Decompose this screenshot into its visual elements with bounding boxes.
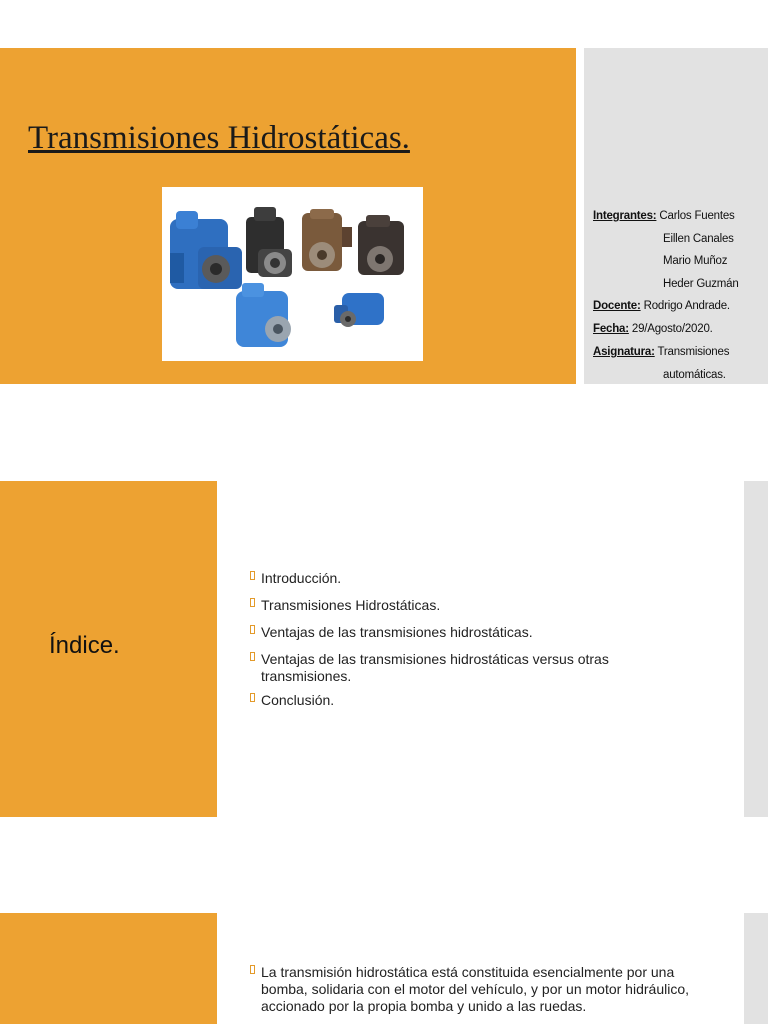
dark-pump-right: [358, 215, 404, 275]
member-name: Heder Guzmán: [663, 278, 739, 290]
fecha-value: 29/Agosto/2020.: [631, 323, 713, 335]
bullet-icon: [250, 598, 255, 607]
blue-pump-bottom: [236, 283, 291, 347]
fecha-label: Fecha:: [593, 323, 629, 335]
content-list: [250, 964, 695, 1026]
content-slide-side-panel: [744, 913, 768, 1024]
member-name: Carlos Fuentes: [659, 210, 735, 222]
list-item: [250, 570, 690, 587]
asignatura-value-continued: automáticas.: [663, 369, 726, 381]
list-item-text: La transmisión hidrostática está constituida esencialmente por una bomba, solidaria con el motor del vehículo, y por un motor hidráulico, accionado por la propia bomba y unido a las ruedas.: [261, 964, 689, 1014]
hydraulic-pumps-photo: [162, 187, 423, 361]
asignatura-label: Asignatura:: [593, 346, 655, 358]
member-name: Eillen Canales: [663, 233, 734, 245]
integrantes-label: Integrantes:: [593, 210, 657, 222]
list-item-text: Ventajas de las transmisiones hidrostáticas.: [261, 624, 533, 640]
asignatura-row: [593, 346, 729, 358]
docente-row: [593, 300, 730, 312]
content-slide-panel: [0, 913, 217, 1024]
list-item: [250, 692, 690, 709]
bullet-icon: [250, 652, 255, 661]
fecha-row: [593, 323, 713, 335]
list-item: [250, 624, 690, 641]
presentation-title: Transmisiones Hidrostáticas.: [28, 120, 410, 156]
list-item: [250, 651, 690, 684]
bullet-icon: [250, 693, 255, 702]
list-item-text: Conclusión.: [261, 692, 335, 708]
bullet-icon: [250, 571, 255, 580]
list-item-text: Ventajas de las transmisiones hidrostáticas versus otras transmisiones.: [261, 651, 609, 684]
list-item: [250, 597, 690, 614]
bullet-icon: [250, 625, 255, 634]
list-item-text: Introducción.: [261, 570, 342, 586]
list-item-text: Transmisiones Hidrostáticas.: [261, 597, 441, 613]
index-list: [250, 570, 690, 719]
asignatura-value: Transmisiones: [657, 346, 730, 358]
bullet-icon: [250, 965, 255, 974]
docente-name: Rodrigo Andrade.: [643, 300, 730, 312]
index-slide-side-panel: [744, 481, 768, 817]
list-item: [250, 964, 695, 1015]
integrantes-row: [593, 210, 735, 222]
member-name: Mario Muñoz: [663, 255, 728, 267]
index-heading: Índice.: [49, 632, 120, 659]
docente-label: Docente:: [593, 300, 641, 312]
